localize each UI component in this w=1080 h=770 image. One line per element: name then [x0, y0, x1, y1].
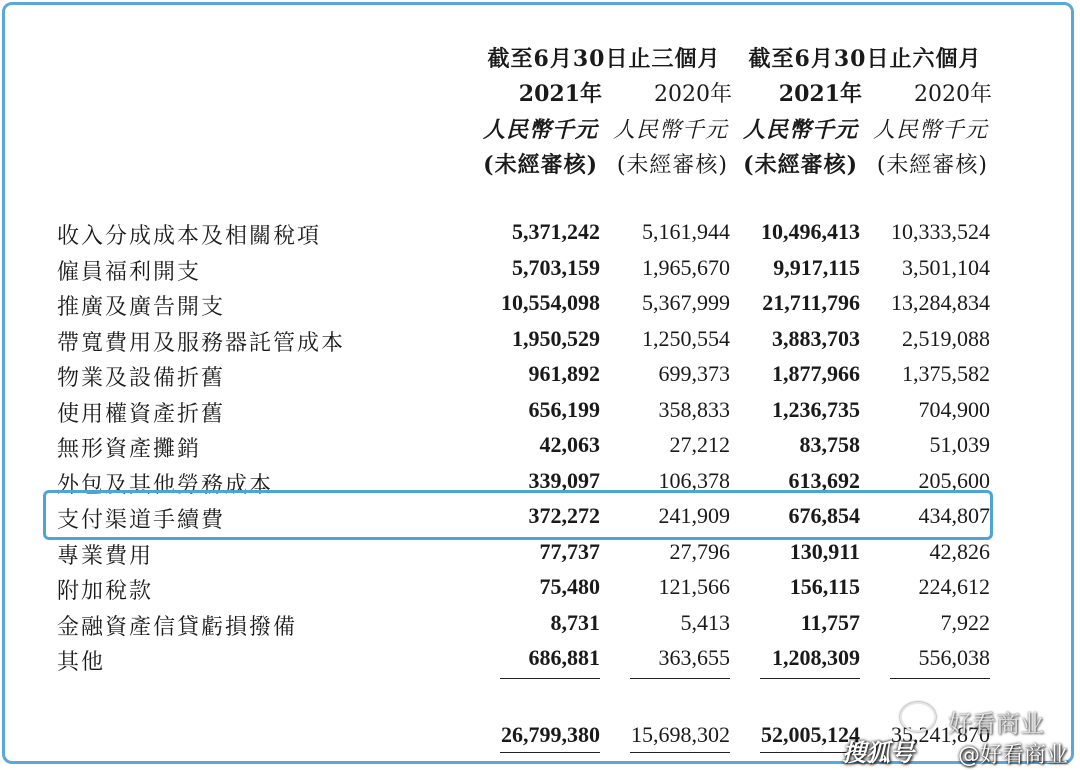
cell-value: 699,373 [658, 361, 730, 386]
header-currency-col2: 人民幣千元 [612, 118, 728, 143]
row-label: 帶寬費用及服務器託管成本 [57, 331, 346, 356]
cell-value: 5,367,999 [642, 290, 730, 315]
row-label: 金融資產信貸虧損撥備 [57, 615, 298, 640]
row-label: 推廣及廣告開支 [57, 295, 226, 320]
subtotal-rule [760, 678, 860, 679]
header-currency-col4: 人民幣千元 [872, 118, 988, 143]
cell-value: 224,612 [918, 574, 990, 599]
cell-value: 106,378 [658, 468, 730, 493]
watermark-platform: 搜狐号 [842, 739, 914, 767]
cell-value: 5,413 [680, 610, 730, 635]
row-label: 物業及設備折舊 [57, 366, 226, 391]
cell-value: 27,796 [669, 539, 730, 564]
cell-value: 205,600 [918, 468, 990, 493]
cell-value: 130,911 [789, 539, 860, 564]
row-label: 支付渠道手續費 [57, 508, 226, 533]
row-label: 附加稅款 [57, 579, 154, 604]
row-label: 使用權資產折舊 [57, 402, 226, 427]
header-note-col4: (未經審核) [876, 153, 988, 178]
row-label: 其他 [57, 650, 106, 675]
row-label: 收入分成成本及相關稅項 [57, 224, 322, 249]
cell-value: 241,909 [658, 503, 730, 528]
row-label: 外包及其他勞務成本 [57, 473, 274, 498]
cell-value: 1,208,309 [772, 645, 860, 670]
cell-value: 10,333,524 [891, 219, 990, 244]
cell-value: 75,480 [539, 574, 600, 599]
total-value: 35,241,870 [891, 722, 990, 747]
total-value: 15,698,302 [631, 722, 730, 747]
cell-value: 5,161,944 [642, 219, 730, 244]
header-note-col1: (未經審核) [483, 152, 598, 178]
subtotal-rule [500, 678, 600, 679]
cell-value: 1,950,529 [512, 326, 600, 351]
cell-value: 1,965,670 [642, 255, 730, 280]
subtotal-rule [630, 678, 730, 679]
cell-value: 51,039 [929, 432, 990, 457]
header-year-col4: 2020年 [914, 82, 992, 107]
cell-value: 13,284,834 [891, 290, 990, 315]
row-label: 無形資產攤銷 [57, 437, 202, 462]
cell-value: 656,199 [528, 397, 600, 422]
header-year-col3: 2021年 [778, 81, 862, 107]
cell-value: 77,737 [539, 539, 600, 564]
cell-value: 1,877,966 [772, 361, 860, 386]
cell-value: 121,566 [658, 574, 730, 599]
cell-value: 3,883,703 [772, 326, 860, 351]
cell-value: 434,807 [918, 503, 990, 528]
cell-value: 7,922 [940, 610, 990, 635]
cell-value: 961,892 [528, 361, 600, 386]
header-currency-col1: 人民幣千元 [482, 117, 598, 143]
cell-value: 10,554,098 [501, 290, 600, 315]
header-currency-col3: 人民幣千元 [742, 117, 858, 143]
cell-value: 556,038 [918, 645, 990, 670]
row-label: 專業費用 [57, 544, 154, 569]
cell-value: 21,711,796 [762, 290, 860, 315]
total-underline [630, 752, 730, 753]
cell-value: 339,097 [528, 468, 600, 493]
cell-value: 10,496,413 [761, 219, 860, 244]
watermark-account-name: 好看商业 [948, 710, 1044, 738]
total-underline [500, 752, 600, 753]
header-note-col2: (未經審核) [616, 153, 728, 178]
cell-value: 1,236,735 [772, 397, 860, 422]
cell-value: 5,703,159 [512, 255, 600, 280]
cell-value: 8,731 [550, 610, 600, 635]
cell-value: 686,881 [528, 645, 600, 670]
cell-value: 83,758 [799, 432, 860, 457]
cell-value: 1,375,582 [902, 361, 990, 386]
subtotal-rule [890, 678, 990, 679]
cell-value: 1,250,554 [642, 326, 730, 351]
header-year-col2: 2020年 [654, 82, 732, 107]
cell-value: 5,371,242 [512, 219, 600, 244]
cell-value: 11,757 [800, 610, 860, 635]
total-value: 26,799,380 [501, 722, 600, 747]
header-six-months: 截至6月30日止六個月 [748, 46, 982, 72]
cell-value: 42,063 [539, 432, 600, 457]
row-highlight-box [43, 490, 993, 540]
cell-value: 358,833 [658, 397, 730, 422]
cell-value: 27,212 [669, 432, 730, 457]
cell-value: 3,501,104 [902, 255, 990, 280]
cell-value: 676,854 [788, 503, 860, 528]
cell-value: 9,917,115 [773, 255, 860, 280]
header-note-col3: (未經審核) [743, 152, 858, 178]
row-label: 僱員福利開支 [57, 260, 202, 285]
header-three-months: 截至6月30日止三個月 [487, 46, 721, 72]
cell-value: 42,826 [929, 539, 990, 564]
cell-value: 372,272 [528, 503, 600, 528]
header-year-col1: 2021年 [518, 81, 602, 107]
cell-value: 156,115 [789, 574, 860, 599]
cell-value: 2,519,088 [902, 326, 990, 351]
watermark-account-handle: @好看商业 [957, 743, 1068, 768]
cell-value: 613,692 [788, 468, 860, 493]
total-value: 52,005,124 [761, 722, 860, 747]
cell-value: 363,655 [658, 645, 730, 670]
cell-value: 704,900 [918, 397, 990, 422]
wechat-icon [900, 702, 936, 732]
